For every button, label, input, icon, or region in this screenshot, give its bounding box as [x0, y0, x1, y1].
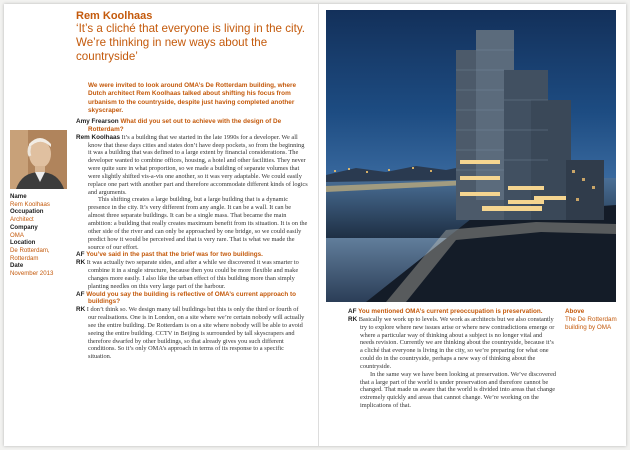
location-label: Location — [10, 239, 36, 247]
profile-sidebar — [10, 193, 76, 278]
occupation-label: Occupation — [10, 208, 44, 216]
portrait-illustration — [10, 130, 67, 189]
speaker: AF — [348, 308, 357, 315]
answer — [76, 306, 308, 361]
company-label: Company — [10, 223, 38, 231]
answer-text: I don’t think so. We design many tall buildings but this is only the third or fourth of our realisations. One is in London, on a site where we’re certain nobody will actually see the entire building. De Rotterdam is on a site where nobody will be able to avoid seeing the entire building. CCTV in Beijing is surrounded by tall skyscrapers and therefore dwarfed by other buildings, so that already gives you such different conditions. So it’s only OMA’s approach in terms of its response to a specific situation. — [86, 306, 305, 361]
answer — [76, 259, 308, 290]
location-value: De Rotterdam, Rotterdam — [10, 246, 50, 262]
caption-title: Above — [565, 308, 585, 315]
interview-column-2 — [348, 308, 558, 410]
speaker: Amy Frearson — [76, 118, 119, 125]
question-text: You mentioned OMA’s current preoccupation is preservation. — [358, 308, 543, 315]
headline-quote: ‘It’s a cliché that everyone is living in the city. We’re thinking in new ways about the countryside’ — [76, 22, 305, 63]
portrait-photo — [10, 130, 67, 189]
speaker: AF — [76, 290, 85, 298]
caption-text: The De Rotterdam building by OMA — [565, 315, 617, 331]
occupation-value: Architect — [10, 216, 34, 224]
question-text: What did you set out to achieve with the design of De Rotterdam? — [88, 118, 282, 133]
question — [76, 291, 308, 307]
answer — [76, 134, 308, 197]
answer-continued — [76, 196, 308, 251]
question-text: Would you say the building is reflective of OMA’s current approach to buildings? — [86, 290, 296, 306]
intro-paragraph: We were invited to look around OMA’s De Rotterdam building, where Dutch architect Rem Koolhaas talked about shifting his focus from urbanism to the countryside, despite just having completed another skyscraper. — [88, 82, 297, 115]
answer-text: In the same way we have been looking at preservation. We’ve discovered that a large part of the world is under preservation and therefore cannot be changed. That made us aware that the world is divided into areas that change extremely quickly and areas that cannot change. We’re working on the implications of that. — [360, 370, 557, 410]
de-rotterdam-photo — [326, 10, 616, 302]
speaker: AF — [76, 251, 85, 259]
interviewee-name-header: Rem Koolhaas — [76, 10, 153, 22]
question — [76, 251, 308, 259]
question — [76, 118, 308, 134]
answer-text: This shifting creates a large building, but a large building that is a dynamic presence in the city. It’s very different from any angle. It can be a wall. It can be almost three separate buildings. It can be a single mass. That became the main ambition: a building that really creates maximum benefit from its situation. It is on the other side of the river and can only be approached by one bridge, so we could easily predict how it would be perceived and that is very rare. That is what we made the source of our effort. — [88, 196, 308, 251]
company-value: OMA — [10, 231, 24, 239]
photo-caption — [565, 308, 620, 332]
question-text: You’ve said in the past that the brief was for two buildings. — [86, 251, 263, 259]
answer-text: It’s a building that we started in the late 1990s for a developer. We all know that these days cities and states don’t have deep pockets, so from the beginning it was a building that was defined to a large extent by financial considerations. The developer wanted to combine offices, housing, a hotel and other facilities. They never were quite sure in what proportion, so we made a building of separate volumes that were slightly shifted vis-a-vis one another, so it was very adaptable. We could easily replace one part with another part and therefore accommodate different kinds of logics and arguments. — [88, 133, 308, 196]
date-label: Date — [10, 262, 24, 270]
answer — [348, 316, 558, 371]
speaker: RK — [348, 315, 358, 323]
speaker: Rem Koolhaas — [76, 133, 121, 141]
answer-continued — [348, 371, 558, 410]
skyline-illustration — [326, 10, 616, 302]
interview-column-1 — [76, 118, 308, 361]
answer-text: It was actually two separate sides, and after a while we discovered it was smarter to combine it in a single structure, because then you could be more flexible and make changes more easily. I also like the urban effect of this building more than simply planting needles on this very large part of the harbour. — [86, 259, 299, 290]
date-value: November 2013 — [10, 270, 54, 278]
speaker: RK — [76, 306, 86, 314]
name-value: Rem Koolhaas — [10, 200, 50, 208]
page-gutter — [318, 4, 319, 446]
question — [348, 308, 558, 316]
name-label: Name — [10, 193, 27, 200]
speaker: RK — [76, 259, 86, 267]
answer-text: Basically we work up to levels. We work as architects but we also constantly try to explore where new issues arise or where new contradictions emerge or where a particular way of thinking about a subject is no longer vital and needs revision. Currently we are thinking about the countryside, because it’s a cliché that everyone is living in the city, so we’re preparing for what one could do in the countryside, perhaps a new way of thinking about the countryside. — [358, 315, 555, 370]
